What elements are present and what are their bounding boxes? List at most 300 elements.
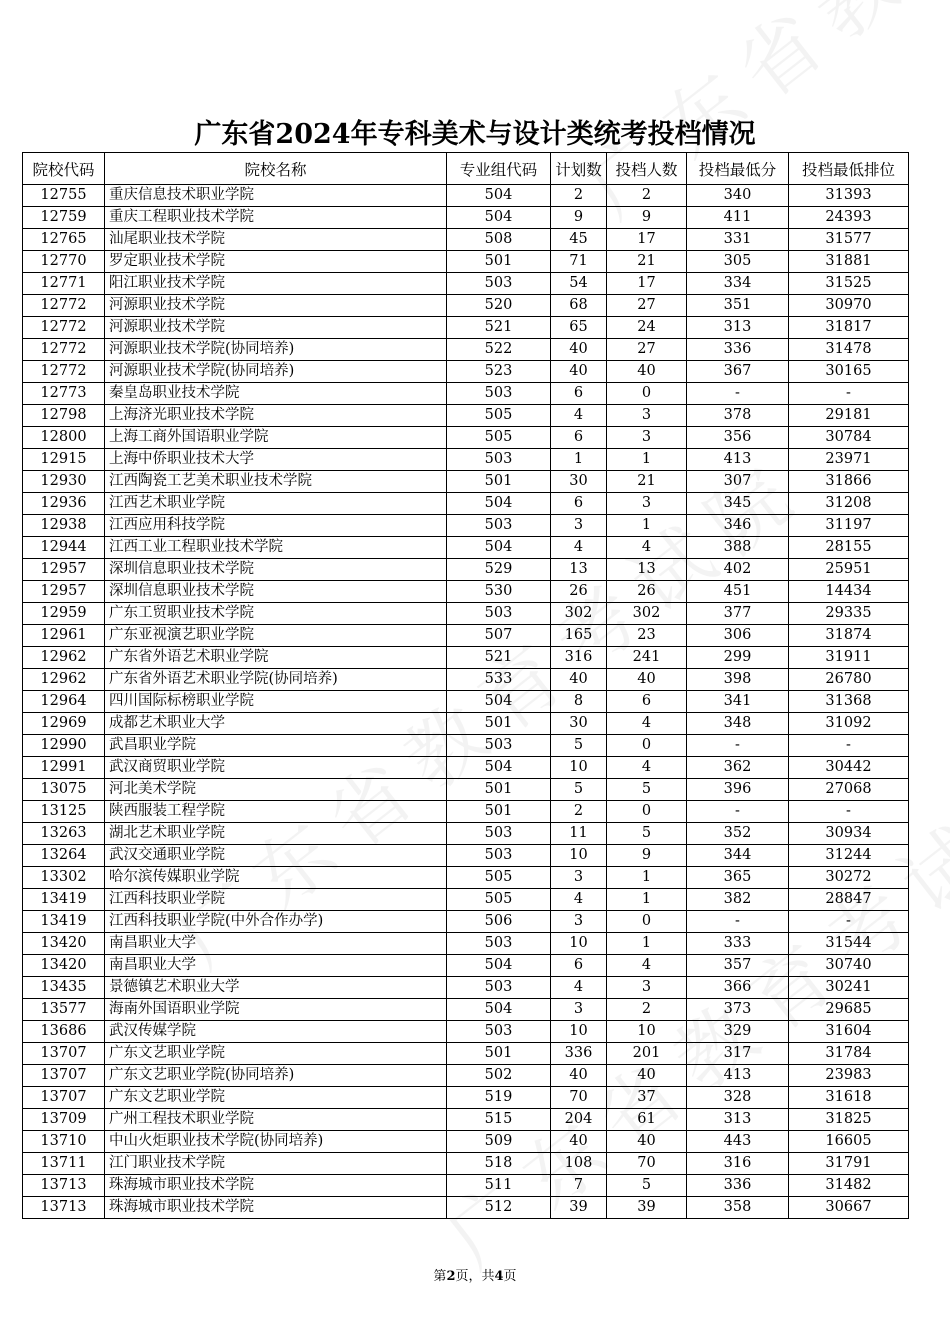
table-row	[23, 559, 909, 581]
table-row	[23, 911, 909, 933]
school-code-cell: 13713	[23, 1197, 105, 1219]
table-row	[23, 361, 909, 383]
table-row	[23, 1109, 909, 1131]
school-name-cell: 深圳信息职业技术学院	[105, 581, 447, 603]
group-code-cell: 504	[447, 691, 551, 713]
min-score-cell: 367	[687, 361, 789, 383]
group-code-cell: 506	[447, 911, 551, 933]
school-code-cell: 12964	[23, 691, 105, 713]
school-code-cell: 12944	[23, 537, 105, 559]
plan-count-cell: 4	[551, 889, 607, 911]
min-score-cell: 451	[687, 581, 789, 603]
school-code-cell: 13707	[23, 1087, 105, 1109]
group-code-cell: 501	[447, 251, 551, 273]
min-rank-cell: -	[789, 383, 909, 405]
min-score-cell: 305	[687, 251, 789, 273]
school-name-cell: 河源职业技术学院	[105, 317, 447, 339]
school-name-cell: 上海济光职业技术学院	[105, 405, 447, 427]
admitted-count-cell: 40	[607, 1131, 687, 1153]
plan-count-cell: 40	[551, 669, 607, 691]
min-rank-cell: 30272	[789, 867, 909, 889]
plan-count-cell: 40	[551, 361, 607, 383]
plan-count-cell: 5	[551, 735, 607, 757]
plan-count-cell: 316	[551, 647, 607, 669]
min-score-cell: 344	[687, 845, 789, 867]
school-name-cell: 河北美术学院	[105, 779, 447, 801]
min-score-cell: 366	[687, 977, 789, 999]
admitted-count-cell: 37	[607, 1087, 687, 1109]
admitted-count-cell: 4	[607, 955, 687, 977]
table-row	[23, 603, 909, 625]
table-row	[23, 1175, 909, 1197]
admitted-count-cell: 0	[607, 383, 687, 405]
group-code-cell: 511	[447, 1175, 551, 1197]
plan-count-cell: 108	[551, 1153, 607, 1175]
group-code-cell: 505	[447, 427, 551, 449]
table-row	[23, 471, 909, 493]
school-name-cell: 哈尔滨传媒职业学院	[105, 867, 447, 889]
school-code-cell: 12759	[23, 207, 105, 229]
group-code-cell: 501	[447, 779, 551, 801]
min-rank-cell: 31784	[789, 1043, 909, 1065]
table-row	[23, 581, 909, 603]
min-score-cell: 299	[687, 647, 789, 669]
min-rank-cell: 27068	[789, 779, 909, 801]
school-name-cell: 河源职业技术学院(协同培养)	[105, 361, 447, 383]
admitted-count-cell: 5	[607, 1175, 687, 1197]
min-rank-cell: 14434	[789, 581, 909, 603]
table-row	[23, 823, 909, 845]
school-code-cell: 12936	[23, 493, 105, 515]
min-rank-cell: 31618	[789, 1087, 909, 1109]
plan-count-cell: 10	[551, 933, 607, 955]
table-row	[23, 383, 909, 405]
group-code-cell: 519	[447, 1087, 551, 1109]
plan-count-cell: 10	[551, 757, 607, 779]
plan-count-cell: 4	[551, 537, 607, 559]
plan-count-cell: 6	[551, 383, 607, 405]
min-score-cell: 336	[687, 1175, 789, 1197]
group-code-cell: 503	[447, 933, 551, 955]
plan-count-cell: 336	[551, 1043, 607, 1065]
plan-count-cell: 4	[551, 405, 607, 427]
group-code-cell: 501	[447, 713, 551, 735]
plan-count-cell: 3	[551, 911, 607, 933]
min-score-cell: 340	[687, 185, 789, 207]
table-row	[23, 647, 909, 669]
plan-count-cell: 30	[551, 713, 607, 735]
min-rank-cell: 30934	[789, 823, 909, 845]
admitted-count-cell: 1	[607, 933, 687, 955]
school-name-cell: 成都艺术职业大学	[105, 713, 447, 735]
school-name-cell: 汕尾职业技术学院	[105, 229, 447, 251]
admitted-count-cell: 17	[607, 273, 687, 295]
table-row	[23, 669, 909, 691]
admitted-count-cell: 17	[607, 229, 687, 251]
footer-prefix: 第	[433, 1269, 447, 1284]
school-name-cell: 河源职业技术学院(协同培养)	[105, 339, 447, 361]
school-name-cell: 秦皇岛职业技术学院	[105, 383, 447, 405]
group-code-cell: 512	[447, 1197, 551, 1219]
min-score-cell: 334	[687, 273, 789, 295]
min-rank-cell: 31244	[789, 845, 909, 867]
plan-count-cell: 3	[551, 999, 607, 1021]
table-body	[23, 185, 909, 1219]
school-name-cell: 重庆信息技术职业学院	[105, 185, 447, 207]
min-rank-cell: 31825	[789, 1109, 909, 1131]
min-rank-cell: -	[789, 911, 909, 933]
admitted-count-cell: 1	[607, 449, 687, 471]
min-rank-cell: 31478	[789, 339, 909, 361]
admitted-count-cell: 10	[607, 1021, 687, 1043]
plan-count-cell: 68	[551, 295, 607, 317]
table-row	[23, 317, 909, 339]
admitted-count-cell: 61	[607, 1109, 687, 1131]
table-row	[23, 757, 909, 779]
admitted-count-cell: 4	[607, 713, 687, 735]
table-row	[23, 185, 909, 207]
school-name-cell: 南昌职业大学	[105, 955, 447, 977]
column-header: 专业组代码	[447, 153, 551, 185]
group-code-cell: 533	[447, 669, 551, 691]
group-code-cell: 504	[447, 999, 551, 1021]
min-score-cell: 382	[687, 889, 789, 911]
group-code-cell: 521	[447, 317, 551, 339]
table-row	[23, 1131, 909, 1153]
min-score-cell: 413	[687, 1065, 789, 1087]
school-code-cell: 13125	[23, 801, 105, 823]
min-rank-cell: 31208	[789, 493, 909, 515]
column-header: 计划数	[551, 153, 607, 185]
plan-count-cell: 165	[551, 625, 607, 647]
school-name-cell: 广东文艺职业学院(协同培养)	[105, 1065, 447, 1087]
min-score-cell: -	[687, 383, 789, 405]
min-score-cell: 373	[687, 999, 789, 1021]
footer-suffix: 页	[503, 1269, 517, 1284]
school-code-cell: 12990	[23, 735, 105, 757]
group-code-cell: 501	[447, 471, 551, 493]
school-code-cell: 13263	[23, 823, 105, 845]
group-code-cell: 508	[447, 229, 551, 251]
table-header-row	[23, 153, 909, 185]
school-code-cell: 13707	[23, 1043, 105, 1065]
group-code-cell: 504	[447, 493, 551, 515]
admitted-count-cell: 40	[607, 669, 687, 691]
admitted-count-cell: 23	[607, 625, 687, 647]
table-row	[23, 449, 909, 471]
table-row	[23, 889, 909, 911]
min-score-cell: 317	[687, 1043, 789, 1065]
admitted-count-cell: 27	[607, 295, 687, 317]
table-row	[23, 691, 909, 713]
column-header: 投档最低分	[687, 153, 789, 185]
school-name-cell: 南昌职业大学	[105, 933, 447, 955]
min-score-cell: 336	[687, 339, 789, 361]
school-code-cell: 12772	[23, 317, 105, 339]
table-row	[23, 867, 909, 889]
plan-count-cell: 6	[551, 427, 607, 449]
admitted-count-cell: 5	[607, 779, 687, 801]
min-score-cell: 341	[687, 691, 789, 713]
group-code-cell: 502	[447, 1065, 551, 1087]
school-code-cell: 13264	[23, 845, 105, 867]
table-row	[23, 1021, 909, 1043]
min-rank-cell: 30241	[789, 977, 909, 999]
table-row	[23, 537, 909, 559]
school-code-cell: 12772	[23, 339, 105, 361]
plan-count-cell: 26	[551, 581, 607, 603]
school-code-cell: 12957	[23, 559, 105, 581]
plan-count-cell: 40	[551, 339, 607, 361]
admitted-count-cell: 201	[607, 1043, 687, 1065]
min-score-cell: 328	[687, 1087, 789, 1109]
admission-table	[22, 152, 909, 1219]
plan-count-cell: 30	[551, 471, 607, 493]
table-row	[23, 845, 909, 867]
footer-total-pages: 4	[494, 1269, 504, 1284]
school-name-cell: 景德镇艺术职业大学	[105, 977, 447, 999]
school-code-cell: 13302	[23, 867, 105, 889]
min-score-cell: 377	[687, 603, 789, 625]
school-name-cell: 广东亚视演艺职业学院	[105, 625, 447, 647]
min-score-cell: -	[687, 911, 789, 933]
school-code-cell: 12959	[23, 603, 105, 625]
group-code-cell: 507	[447, 625, 551, 647]
min-score-cell: -	[687, 801, 789, 823]
min-rank-cell: 31866	[789, 471, 909, 493]
school-name-cell: 广东省外语艺术职业学院	[105, 647, 447, 669]
school-code-cell: 13577	[23, 999, 105, 1021]
school-code-cell: 12991	[23, 757, 105, 779]
min-score-cell: 357	[687, 955, 789, 977]
plan-count-cell: 40	[551, 1131, 607, 1153]
admitted-count-cell: 5	[607, 823, 687, 845]
admitted-count-cell: 9	[607, 207, 687, 229]
min-rank-cell: 31817	[789, 317, 909, 339]
school-code-cell: 13419	[23, 889, 105, 911]
school-name-cell: 广东文艺职业学院	[105, 1043, 447, 1065]
admitted-count-cell: 1	[607, 515, 687, 537]
min-rank-cell: 31197	[789, 515, 909, 537]
admitted-count-cell: 3	[607, 405, 687, 427]
school-name-cell: 珠海城市职业技术学院	[105, 1175, 447, 1197]
group-code-cell: 503	[447, 449, 551, 471]
min-score-cell: 402	[687, 559, 789, 581]
school-name-cell: 河源职业技术学院	[105, 295, 447, 317]
school-name-cell: 武昌职业学院	[105, 735, 447, 757]
min-rank-cell: 31525	[789, 273, 909, 295]
school-code-cell: 13713	[23, 1175, 105, 1197]
min-rank-cell: 30970	[789, 295, 909, 317]
plan-count-cell: 70	[551, 1087, 607, 1109]
min-rank-cell: 26780	[789, 669, 909, 691]
school-code-cell: 12771	[23, 273, 105, 295]
plan-count-cell: 4	[551, 977, 607, 999]
school-code-cell: 12961	[23, 625, 105, 647]
table-row	[23, 933, 909, 955]
school-name-cell: 珠海城市职业技术学院	[105, 1197, 447, 1219]
group-code-cell: 520	[447, 295, 551, 317]
admitted-count-cell: 1	[607, 889, 687, 911]
min-rank-cell: 31911	[789, 647, 909, 669]
plan-count-cell: 11	[551, 823, 607, 845]
footer-middle: 页，共	[455, 1269, 495, 1284]
table-row	[23, 955, 909, 977]
school-name-cell: 广东文艺职业学院	[105, 1087, 447, 1109]
plan-count-cell: 10	[551, 1021, 607, 1043]
table-row	[23, 207, 909, 229]
school-name-cell: 江西艺术职业学院	[105, 493, 447, 515]
group-code-cell: 529	[447, 559, 551, 581]
plan-count-cell: 6	[551, 493, 607, 515]
admitted-count-cell: 2	[607, 185, 687, 207]
plan-count-cell: 1	[551, 449, 607, 471]
school-name-cell: 广州工程技术职业学院	[105, 1109, 447, 1131]
school-code-cell: 12798	[23, 405, 105, 427]
plan-count-cell: 54	[551, 273, 607, 295]
min-score-cell: -	[687, 735, 789, 757]
school-name-cell: 江西陶瓷工艺美术职业技术学院	[105, 471, 447, 493]
plan-count-cell: 6	[551, 955, 607, 977]
group-code-cell: 503	[447, 1021, 551, 1043]
school-name-cell: 陕西服装工程学院	[105, 801, 447, 823]
group-code-cell: 503	[447, 383, 551, 405]
group-code-cell: 504	[447, 207, 551, 229]
school-name-cell: 四川国际标榜职业学院	[105, 691, 447, 713]
admitted-count-cell: 26	[607, 581, 687, 603]
group-code-cell: 503	[447, 515, 551, 537]
school-code-cell: 13707	[23, 1065, 105, 1087]
admitted-count-cell: 1	[607, 867, 687, 889]
min-score-cell: 306	[687, 625, 789, 647]
admitted-count-cell: 2	[607, 999, 687, 1021]
school-code-cell: 12755	[23, 185, 105, 207]
column-header: 院校代码	[23, 153, 105, 185]
school-name-cell: 海南外国语职业学院	[105, 999, 447, 1021]
plan-count-cell: 5	[551, 779, 607, 801]
group-code-cell: 504	[447, 185, 551, 207]
min-rank-cell: 30165	[789, 361, 909, 383]
admitted-count-cell: 6	[607, 691, 687, 713]
min-score-cell: 307	[687, 471, 789, 493]
plan-count-cell: 3	[551, 515, 607, 537]
min-rank-cell: 31791	[789, 1153, 909, 1175]
group-code-cell: 505	[447, 889, 551, 911]
admitted-count-cell: 13	[607, 559, 687, 581]
school-name-cell: 江西应用科技学院	[105, 515, 447, 537]
min-score-cell: 331	[687, 229, 789, 251]
group-code-cell: 503	[447, 977, 551, 999]
column-header: 院校名称	[105, 153, 447, 185]
min-score-cell: 358	[687, 1197, 789, 1219]
min-score-cell: 348	[687, 713, 789, 735]
min-score-cell: 329	[687, 1021, 789, 1043]
table-row	[23, 229, 909, 251]
plan-count-cell: 13	[551, 559, 607, 581]
admitted-count-cell: 3	[607, 977, 687, 999]
min-score-cell: 313	[687, 317, 789, 339]
plan-count-cell: 10	[551, 845, 607, 867]
table-row	[23, 1065, 909, 1087]
table-row	[23, 427, 909, 449]
min-score-cell: 356	[687, 427, 789, 449]
admitted-count-cell: 27	[607, 339, 687, 361]
school-name-cell: 湖北艺术职业学院	[105, 823, 447, 845]
column-header: 投档最低排位	[789, 153, 909, 185]
school-name-cell: 阳江职业技术学院	[105, 273, 447, 295]
min-rank-cell: 30784	[789, 427, 909, 449]
group-code-cell: 501	[447, 801, 551, 823]
school-name-cell: 重庆工程职业技术学院	[105, 207, 447, 229]
group-code-cell: 504	[447, 537, 551, 559]
school-code-cell: 13710	[23, 1131, 105, 1153]
min-rank-cell: 24393	[789, 207, 909, 229]
school-code-cell: 13420	[23, 933, 105, 955]
min-rank-cell: 25951	[789, 559, 909, 581]
school-code-cell: 12765	[23, 229, 105, 251]
min-score-cell: 365	[687, 867, 789, 889]
admitted-count-cell: 0	[607, 911, 687, 933]
table-row	[23, 493, 909, 515]
table-row	[23, 1153, 909, 1175]
school-code-cell: 13419	[23, 911, 105, 933]
school-name-cell: 上海中侨职业技术大学	[105, 449, 447, 471]
plan-count-cell: 71	[551, 251, 607, 273]
group-code-cell: 503	[447, 823, 551, 845]
admitted-count-cell: 40	[607, 361, 687, 383]
min-score-cell: 313	[687, 1109, 789, 1131]
min-rank-cell: 31881	[789, 251, 909, 273]
table-row	[23, 977, 909, 999]
school-name-cell: 武汉商贸职业学院	[105, 757, 447, 779]
admitted-count-cell: 302	[607, 603, 687, 625]
admitted-count-cell: 24	[607, 317, 687, 339]
min-rank-cell: 31874	[789, 625, 909, 647]
min-rank-cell: 30667	[789, 1197, 909, 1219]
school-name-cell: 中山火炬职业技术学院(协同培养)	[105, 1131, 447, 1153]
school-name-cell: 江西工业工程职业技术学院	[105, 537, 447, 559]
school-name-cell: 广东工贸职业技术学院	[105, 603, 447, 625]
school-code-cell: 12772	[23, 361, 105, 383]
group-code-cell: 505	[447, 405, 551, 427]
plan-count-cell: 9	[551, 207, 607, 229]
min-rank-cell: 23983	[789, 1065, 909, 1087]
group-code-cell: 509	[447, 1131, 551, 1153]
table-row	[23, 1043, 909, 1065]
admitted-count-cell: 4	[607, 757, 687, 779]
admitted-count-cell: 3	[607, 493, 687, 515]
group-code-cell: 522	[447, 339, 551, 361]
school-code-cell: 13709	[23, 1109, 105, 1131]
school-name-cell: 深圳信息职业技术学院	[105, 559, 447, 581]
table-row	[23, 1087, 909, 1109]
min-score-cell: 333	[687, 933, 789, 955]
group-code-cell: 501	[447, 1043, 551, 1065]
footer-page-number: 2	[446, 1269, 456, 1284]
table-row	[23, 779, 909, 801]
group-code-cell: 515	[447, 1109, 551, 1131]
min-rank-cell: 31544	[789, 933, 909, 955]
min-rank-cell: 31368	[789, 691, 909, 713]
school-code-cell: 13711	[23, 1153, 105, 1175]
min-rank-cell: 30442	[789, 757, 909, 779]
plan-count-cell: 3	[551, 867, 607, 889]
min-rank-cell: -	[789, 735, 909, 757]
page-footer	[0, 1265, 950, 1284]
group-code-cell: 503	[447, 845, 551, 867]
min-rank-cell: 30740	[789, 955, 909, 977]
table-row	[23, 405, 909, 427]
